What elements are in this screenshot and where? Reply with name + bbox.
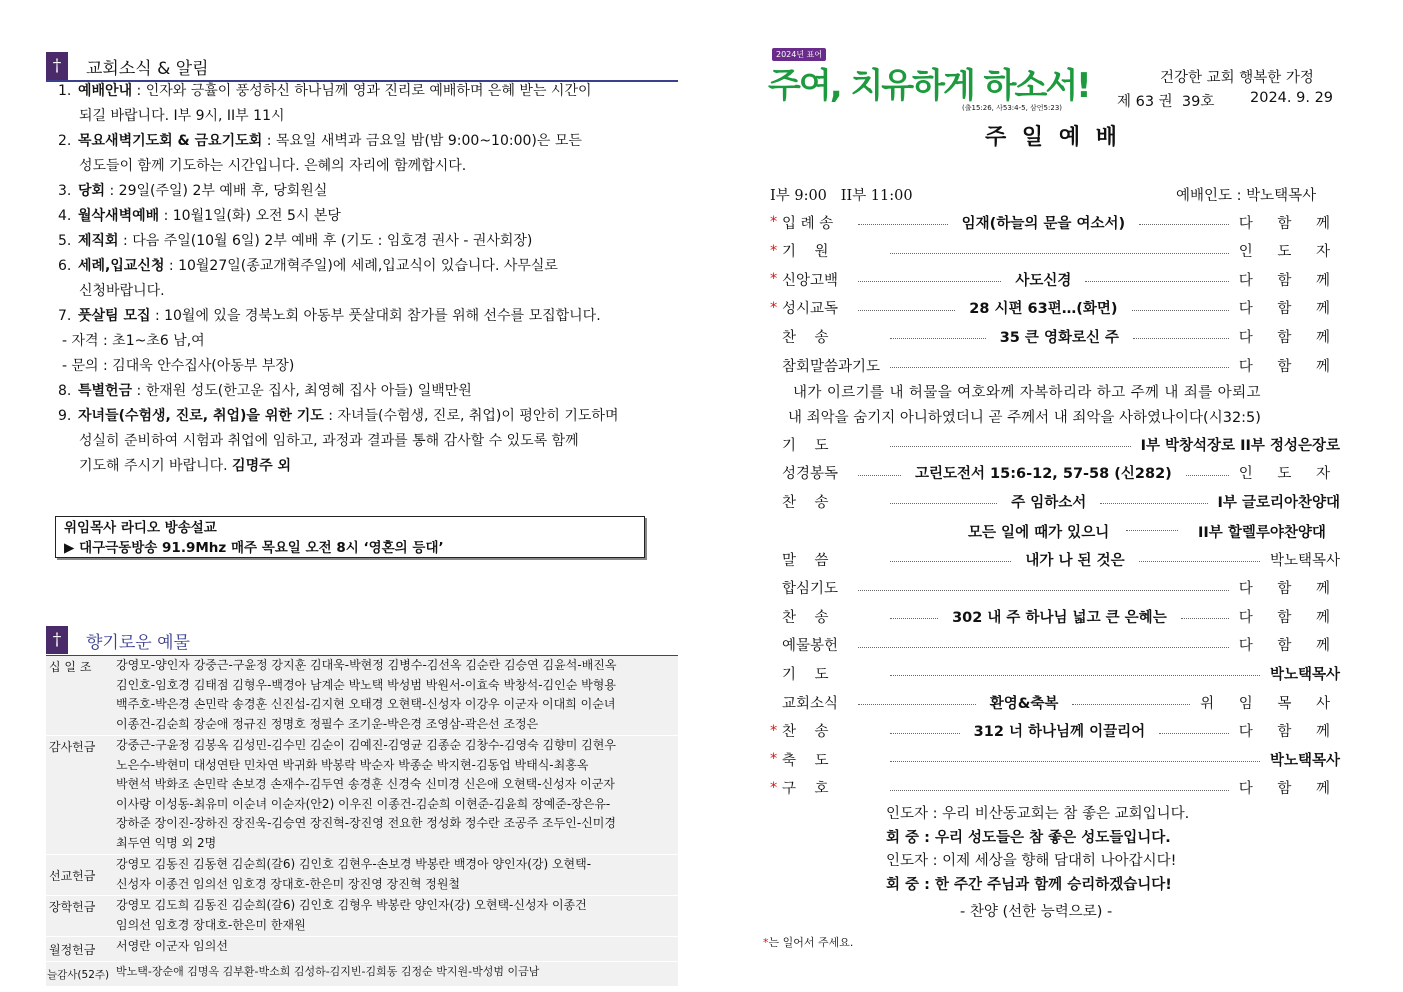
logo-reference: (출15:26, 사53:4-5, 삼언5:23) bbox=[962, 104, 1063, 112]
program-presenter: 다 함 께 bbox=[1238, 358, 1340, 375]
motto-line-1: 인도자 : 우리 비산동교회는 참 좋은 교회입니다. bbox=[886, 806, 1190, 822]
offering-row bbox=[46, 656, 678, 736]
program-item bbox=[770, 717, 1340, 745]
program-label: 찬 송 bbox=[782, 494, 829, 511]
program-item bbox=[770, 774, 1340, 802]
motto-line-4: 회 중 : 한 주간 주님과 함께 승리하겠습니다! bbox=[886, 877, 1172, 893]
program-presenter: 다 함 께 bbox=[1238, 272, 1340, 289]
dot-leader bbox=[858, 309, 955, 311]
dot-leader bbox=[890, 502, 997, 504]
notice-5: 5. 제직회 : 다음 주일(10월 6일) 2부 예배 후 (기도 : 임호경 권사 - 권사회장) bbox=[58, 233, 533, 249]
offering-names: 강중근-구윤정 김봉옥 김성민-김수민 김순이 김예진-김영균 김종순 김창수-김영숙 김향미 김현우 노은수-박현미 대성연탄 민차연 박귀화 박봉락 박순자 박종순 박지현-김동업 박태식-최홍옥 박현석 박화조 손민락 손보경 손재수-김두연 송경훈 신경숙 신미경 신은애 오현택-신성자 이군자 이사랑 이성동-최유미 이순녀 이순자(안2) 이우진 이종건-김순희 이현준-김윤희 장예준-장은유- 장하준 장이진-장하진 장진욱-김승연 장진혁-장진영 전요한 정성화 정수란 조공주 조두인-신미경 최두연 익명 외 2명 bbox=[116, 738, 616, 850]
program-presenter: 박노택목사 bbox=[1269, 666, 1340, 683]
program-content: 임재(하늘의 문을 여소서) bbox=[961, 215, 1126, 232]
program-item bbox=[770, 237, 1340, 265]
program-content: 환영&축복 bbox=[989, 695, 1059, 712]
offering-row bbox=[46, 962, 678, 987]
service-times: I부 9:00 II부 11:00 bbox=[770, 188, 913, 204]
dot-leader bbox=[890, 617, 938, 619]
offering-category: 감사헌금 bbox=[49, 740, 96, 754]
program-label: 말 씀 bbox=[782, 552, 829, 569]
offering-category: 늘감사(52주) bbox=[47, 968, 110, 981]
cross-icon: † bbox=[46, 626, 68, 654]
cross-icon: † bbox=[46, 52, 68, 80]
dot-leader bbox=[890, 674, 1260, 676]
program-label: 합심기도 bbox=[782, 581, 839, 598]
program-presenter: 박노택목사 bbox=[1269, 752, 1340, 769]
notice-6-cont: 신청바랍니다. bbox=[79, 283, 165, 299]
worship-leader: 예배인도 : 박노택목사 bbox=[1176, 188, 1317, 204]
program-item bbox=[770, 545, 1340, 573]
dot-leader bbox=[890, 252, 1229, 254]
hymn2-dots bbox=[1126, 530, 1178, 531]
dot-leader bbox=[890, 789, 1229, 791]
program-item bbox=[770, 631, 1340, 659]
notice-1: 1. 예배안내 : 인자와 긍휼이 풍성하신 하나님께 영과 진리로 예배하며 은혜 받는 시간이 bbox=[58, 83, 592, 99]
dot-leader bbox=[1186, 474, 1229, 476]
futsal-contact: - 문의 : 김대욱 안수집사(아동부 부장) bbox=[62, 358, 295, 374]
dot-leader bbox=[1085, 280, 1228, 282]
notice-6: 6. 세례,입교신청 : 10월27일(종교개혁주일)에 세례,입교식이 있습니다. 사무실로 bbox=[58, 258, 558, 274]
dot-leader bbox=[1139, 560, 1260, 562]
program-content: 사도신경 bbox=[1015, 272, 1072, 289]
program-content: 고린도전서 15:6-12, 57-58 (신282) bbox=[914, 466, 1172, 483]
program-item bbox=[770, 574, 1340, 602]
offering-header bbox=[46, 626, 190, 654]
motto-line-2: 회 중 : 우리 성도들은 참 좋은 성도들입니다. bbox=[886, 830, 1171, 846]
program-label: 입 례 송 bbox=[782, 215, 834, 232]
program-label: 찬 송 bbox=[782, 724, 829, 741]
logo-badge: 2024년 표어 bbox=[772, 48, 826, 61]
confession-line-1: 내가 이르기를 내 허물을 여호와께 자복하리라 하고 주께 내 죄를 아뢰고 bbox=[793, 385, 1261, 401]
motto-line-3: 인도자 : 이제 세상을 향해 담대히 나아갑시다! bbox=[886, 853, 1177, 869]
offering-category: 십 일 조 bbox=[49, 660, 92, 674]
notice-4: 4. 월삭새벽예배 : 10월1일(화) 오전 5시 본당 bbox=[58, 208, 341, 224]
star-icon: * bbox=[763, 936, 769, 949]
issue-date: 2024. 9. 29 bbox=[1250, 90, 1334, 106]
program-presenter: 인 도 자 bbox=[1238, 244, 1340, 261]
program-label: 기 원 bbox=[782, 244, 829, 261]
program-label: 기 도 bbox=[782, 666, 829, 683]
logo-text: 주여, 치유하게 하소서! bbox=[768, 66, 1090, 106]
program-content: 내가 나 된 것은 bbox=[1025, 552, 1125, 569]
offering-names: 서영란 이군자 임의선 bbox=[116, 939, 228, 953]
dot-leader bbox=[1181, 617, 1229, 619]
program-presenter: 다 함 께 bbox=[1238, 781, 1340, 798]
star-icon: * bbox=[770, 299, 778, 316]
offering-table bbox=[46, 656, 678, 987]
program-presenter: 박노택목사 bbox=[1269, 552, 1341, 569]
program-item bbox=[770, 294, 1340, 322]
star-icon: * bbox=[770, 214, 778, 230]
program-content: 35 큰 영화로신 주 bbox=[999, 329, 1120, 346]
dot-leader bbox=[890, 445, 1131, 447]
program-item bbox=[770, 322, 1340, 350]
dot-leader bbox=[858, 474, 901, 476]
program-label: 예물봉헌 bbox=[782, 638, 839, 655]
program-presenter: 인 도 자 bbox=[1238, 466, 1341, 483]
dot-leader bbox=[890, 560, 1011, 562]
offering-row bbox=[46, 855, 678, 896]
program-presenter: 다 함 께 bbox=[1238, 329, 1340, 346]
offering-row bbox=[46, 736, 678, 855]
notice-8: 8. 특별헌금 : 한재원 성도(한고운 집사, 최영혜 집사 아들) 일백만원 bbox=[58, 383, 472, 399]
offering-category: 장학헌금 bbox=[49, 900, 96, 914]
program-label: 기 도 bbox=[782, 437, 829, 454]
program-label: 축 도 bbox=[782, 752, 829, 769]
notice-2-cont: 성도들이 함께 기도하는 시간입니다. 은혜의 자리에 함께합시다. bbox=[79, 158, 467, 174]
hymn2-title: 모든 일에 때가 있으니 bbox=[968, 525, 1110, 541]
star-icon: * bbox=[770, 751, 778, 768]
offering-title: 향기로운 예물 bbox=[86, 632, 190, 653]
program-label: 구 호 bbox=[782, 781, 829, 798]
notice-9-cont2: 기도해 주시기 바랍니다. 김명주 외 bbox=[79, 458, 292, 474]
star-icon: * bbox=[770, 271, 778, 288]
notice-7: 7. 풋살팀 모집 : 10월에 있을 경북노회 아동부 풋살대회 참가를 위해 선수를 모집합니다. bbox=[58, 308, 601, 324]
dot-leader bbox=[890, 337, 986, 339]
star-icon: * bbox=[770, 722, 778, 739]
program-presenter: 위 임 목 사 bbox=[1200, 695, 1341, 712]
program-item bbox=[770, 745, 1340, 773]
news-header bbox=[46, 52, 209, 80]
dot-leader bbox=[858, 589, 1229, 591]
radio-sermon-box bbox=[55, 516, 645, 558]
dot-leader bbox=[858, 703, 976, 705]
program-content: 312 너 하나님께 이끌리어 bbox=[973, 724, 1146, 741]
dot-leader bbox=[890, 760, 1260, 762]
program-label: 찬 송 bbox=[782, 609, 829, 626]
notice-9: 9. 자녀들(수험생, 진로, 취업)을 위한 기도 : 자녀들(수험생, 진로, 취업)이 평안히 기도하며 bbox=[58, 408, 619, 424]
issue-number: 제 63 권 39호 bbox=[1117, 94, 1215, 110]
futsal-qualification: - 자격 : 초1~초6 남,여 bbox=[62, 333, 205, 349]
news-title: 교회소식 & 알림 bbox=[86, 58, 209, 79]
radio-title: 위임목사 라디오 방송설교 bbox=[64, 520, 217, 536]
hymn2-choir: II부 할렐루야찬양대 bbox=[1198, 525, 1326, 541]
program-item bbox=[770, 430, 1340, 458]
program-item bbox=[770, 688, 1340, 716]
dot-leader bbox=[1133, 337, 1229, 339]
program-presenter: 다 함 께 bbox=[1238, 609, 1341, 626]
program-label: 성경봉독 bbox=[782, 466, 839, 483]
offering-category: 선교헌금 bbox=[49, 868, 96, 883]
program-label: 찬 송 bbox=[782, 329, 829, 346]
program-label: 성시교독 bbox=[782, 301, 839, 318]
program-label: 참회말씀과기도 bbox=[782, 358, 881, 375]
star-icon: * bbox=[770, 779, 778, 796]
program-presenter: 다 함 께 bbox=[1238, 581, 1340, 598]
notice-9-cont: 성실히 준비하여 시험과 취업에 임하고, 과정과 결과를 통해 감사할 수 있도록 함께 bbox=[79, 433, 579, 449]
confession-line-2: 내 죄악을 숨기지 아니하였더니 곧 주께서 내 죄악을 사하였나이다(시32:5) bbox=[788, 410, 1261, 426]
program-label: 신앙고백 bbox=[782, 272, 839, 289]
program-content: 주 임하소서 bbox=[1011, 494, 1087, 511]
service-title: 주 일 예 배 bbox=[985, 125, 1121, 150]
program-item bbox=[770, 208, 1340, 236]
offering-row bbox=[46, 937, 678, 962]
offering-row bbox=[46, 896, 678, 937]
program-item bbox=[770, 602, 1340, 630]
dot-leader bbox=[858, 223, 948, 225]
dot-leader bbox=[890, 732, 960, 734]
program-presenter: 다 함 께 bbox=[1238, 301, 1340, 318]
dot-leader bbox=[1072, 703, 1190, 705]
radio-detail: ▶ 대구극동방송 91.9Mhz 매주 목요일 오전 8시 ‘영혼의 등대’ bbox=[64, 540, 444, 556]
offering-names: 강영모-양인자 강중근-구윤정 강지훈 김대욱-박현정 김병수-김선옥 김순란 김승연 김윤석-배진옥 김인호-임호경 김태점 김형우-백경아 남계순 박노택 박성범 박원서-이효숙 박창석-김인순 박형용 백주호-박은경 손민락 송경훈 신진섭-김지현 오태경 오현택-신성자 이강우 이군자 이대희 이순녀 이종건-김순희 장순애 정규진 정명호 정필수 조기운-박은경 조영삼-곽은선 조정은 bbox=[116, 658, 617, 731]
offering-category: 월정헌금 bbox=[49, 942, 96, 957]
program-item bbox=[770, 487, 1340, 515]
program-content: 28 시편 63편…(화면) bbox=[969, 301, 1118, 318]
program-item bbox=[770, 459, 1340, 487]
closing-hymn: - 찬양 (선한 능력으로) - bbox=[960, 904, 1113, 920]
notice-2: 2. 목요새벽기도회 & 금요기도회 : 목요일 새벽과 금요일 밤(밤 9:00~10:00)은 모든 bbox=[58, 133, 582, 149]
program-label: 교회소식 bbox=[782, 695, 839, 712]
star-icon: * bbox=[770, 242, 778, 259]
footnote: *는 일어서 주세요. bbox=[763, 936, 854, 949]
dot-leader bbox=[1132, 309, 1229, 311]
program-presenter: 다 함 께 bbox=[1238, 215, 1341, 232]
program-item bbox=[770, 351, 1340, 379]
program-content: 302 내 주 하나님 넓고 큰 은혜는 bbox=[952, 609, 1167, 626]
notice-1-cont: 되길 바랍니다. I부 9시, II부 11시 bbox=[79, 108, 285, 124]
program-presenter: I부 박창석장로 II부 정성은장로 bbox=[1140, 437, 1340, 454]
dot-leader bbox=[858, 646, 1229, 648]
dot-leader bbox=[890, 366, 1229, 368]
dot-leader bbox=[1159, 732, 1229, 734]
dot-leader bbox=[858, 280, 1001, 282]
notice-3: 3. 당회 : 29일(주일) 2부 예배 후, 당회원실 bbox=[58, 183, 328, 199]
program-presenter: 다 함 께 bbox=[1238, 638, 1340, 655]
dot-leader bbox=[1100, 502, 1207, 504]
program-presenter: I부 글로리아찬양대 bbox=[1217, 494, 1340, 511]
program-item bbox=[770, 659, 1340, 687]
program-presenter: 다 함 께 bbox=[1238, 724, 1341, 741]
church-slogan: 건강한 교회 행복한 가정 bbox=[1160, 70, 1314, 86]
program-item bbox=[770, 265, 1340, 293]
offering-names: 강영모 김도희 김동진 김순희(갈6) 김인호 김형우 박봉란 양인자(강) 오현택-신성자 이종건 임의선 임호경 장대호-한은미 한재원 bbox=[116, 898, 587, 932]
dot-leader bbox=[1139, 223, 1229, 225]
offering-names: 박노택-장순애 김명옥 김부환-박소희 김성하-김지빈-김희동 김정순 박지원-박성범 이금남 bbox=[116, 965, 540, 978]
offering-names: 강영모 김동진 김동현 김순희(갈6) 김인호 김현우-손보경 박봉란 백경아 양인자(강) 오현택- 신성자 이종건 임의선 임호경 장대호-한은미 장진영 장진혁 정원철 bbox=[116, 857, 592, 891]
